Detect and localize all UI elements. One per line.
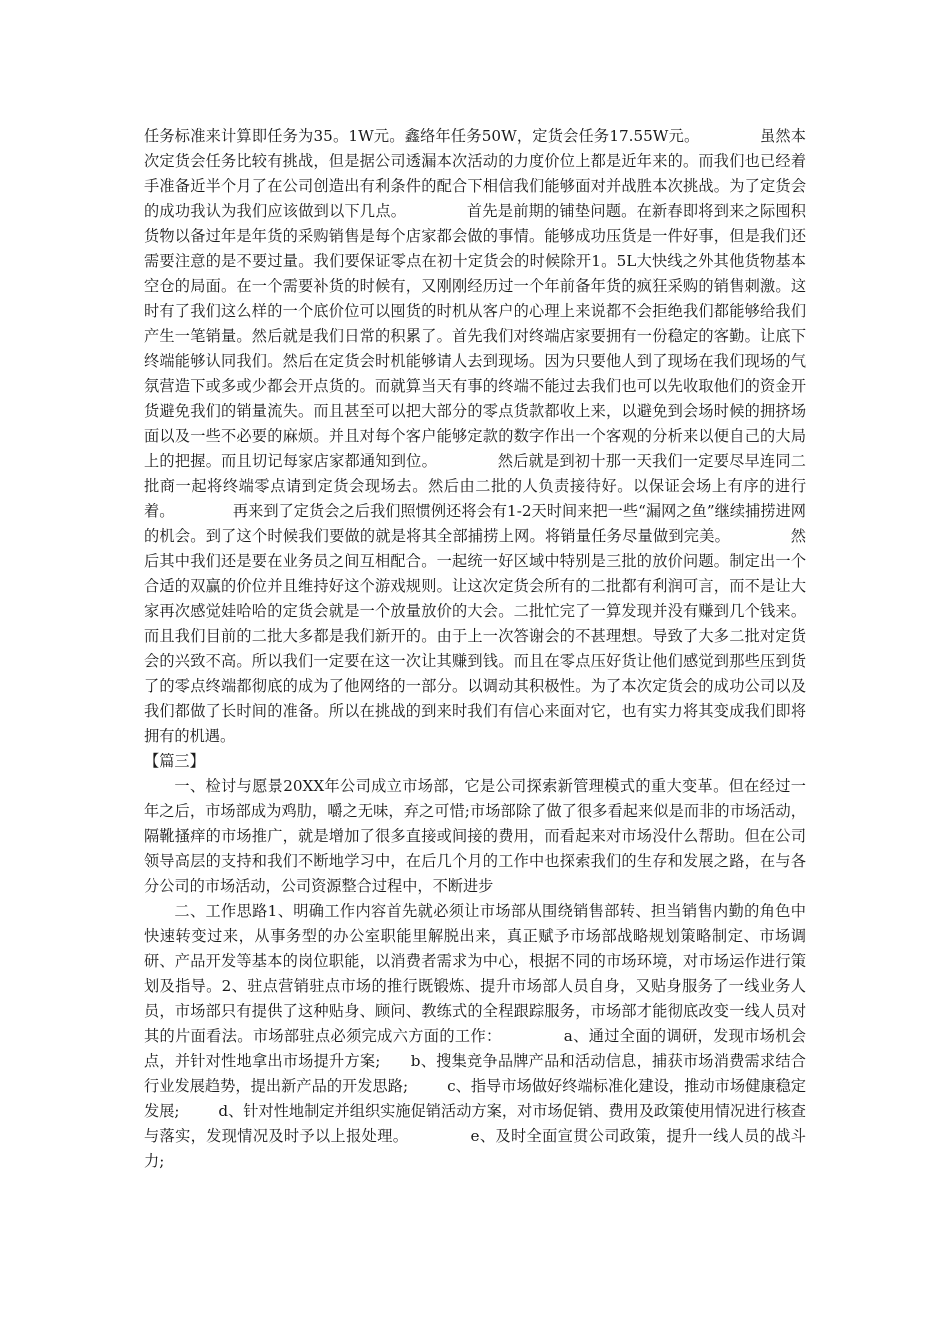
section-paragraph-2: 二、工作思路1、明确工作内容首先就必须让市场部从围绕销售部转、担当销售内勤的角色中快速转变过来，从事务型的办公室职能里解脱出来，真正赋予市场部战略规划策略制定、市场调研、产品开发等基本的岗位职能，以消费者需求为中心，根据不同的市场环境，对市场运作进行策划及指导。2、驻点营销驻点市场的推行既锻炼、提升市场部人员自身，又贴身服务了一线业务人员，市场部只有提供了这种贴身、顾问、教练式的全程跟踪服务，市场部才能彻底改变一线人员对其的片面看法。市场部驻点必须完成六方面的工作： a、通过全面的调研，发现市场机会点，并针对性地拿出市场提升方案; b、搜集竞争品牌产品和活动信息，捕获市场消费需求结合行业发展趋势，提出新产品的开发思路; c、指导市场做好终端标准化建设，推动市场健康稳定发展; d、针对性地制定并组织实施促销活动方案，对市场促销、费用及政策使用情况进行核查与落实，发现情况及时予以上报处理。 e、及时全面宣贯公司政策，提升一线人员的战斗力; [144,902,806,1170]
body-paragraph-1: 任务标准来计算即任务为35。1W元。鑫络年任务50W，定货会任务17.55W元。 虽然本次定货会任务比较有挑战，但是据公司透漏本次活动的力度价位上都是近年来的。而我们也已经着手准备近半个月了在公司创造出有利条件的配合下相信我们能够面对并战胜本次挑战。为了定货会的成功我认为我们应该做到以下几点。 首先是前期的铺垫问题。在新春即将到来之际囤积货物以备过年是年货的采购销售是每个店家都会做的事情。能够成功压货是一件好事，但是我们还需要注意的是不要过量。我们要保证零点在初十定货会的时候除开1。5L大快线之外其他货物基本空仓的局面。在一个需要补货的时候有，又刚刚经历过一个年前备年货的疯狂采购的销售刺激。这时有了我们这么样的一个底价位可以囤货的时机从客户的心理上来说都不会拒绝我们都能够给我们产生一笔销量。然后就是我们日常的积累了。首先我们对终端店家要拥有一份稳定的客勤。让底下终端能够认同我们。然后在定货会时机能够请人去到现场。因为只要他人到了现场在我们现场的气氛营造下或多或少都会开点货的。而就算当天有事的终端不能过去我们也可以先收取他们的资金开货避免我们的销量流失。而且甚至可以把大部分的零点货款都收上来，以避免到会场时候的拥挤场面以及一些不必要的麻烦。并且对每个客户能够定款的数字作出一个客观的分析来以便自己的大局上的把握。而且切记每家店家都通知到位。 然后就是到初十那一天我们一定要尽早连同二批商一起将终端零点请到定货会现场去。然后由二批的人负责接待好。以保证会场上有序的进行着。 再来到了定货会之后我们照惯例还将会有1-2天时间来把一些“漏网之鱼”继续捕捞进网的机会。到了这个时候我们要做的就是将其全部捕捞上网。将销量任务尽量做到完美。 然后其中我们还是要在业务员之间互相配合。一起统一好区域中特别是三批的放价问题。制定出一个合适的双赢的价位并且维持好这个游戏规则。让这次定货会所有的二批都有利润可言，而不是让大家再次感觉娃哈哈的定货会就是一个放量放价的大会。二批忙完了一算发现并没有赚到几个钱来。而且我们目前的二批大多都是我们新开的。由于上一次答谢会的不甚理想。导致了大多二批对定货会的兴致不高。所以我们一定要在这一次让其赚到钱。而且在零点压好货让他们感觉到那些压到货了的零点终端都彻底的成为了他网络的一部分。以调动其积极性。为了本次定货会的成功公司以及我们都做了长时间的准备。所以在挑战的到来时我们有信心来面对它，也有实力将其变成我们即将拥有的机遇。 [144,127,806,745]
section-paragraph-1: 一、检讨与愿景20XX年公司成立市场部，它是公司探索新管理模式的重大变革。但在经过一年之后，市场部成为鸡肋，嚼之无味，弃之可惜;市场部除了做了很多看起来似是而非的市场活动，隔靴搔痒的市场推广，就是增加了很多直接或间接的费用，而看起来对市场没什么帮助。但在公司领导高层的支持和我们不断地学习中，在后几个月的工作中也探索我们的生存和发展之路，在与各分公司的市场活动，公司资源整合过程中，不断进步 [144,777,806,895]
document-page [144,124,806,1174]
section-heading: 【篇三】 [144,752,205,770]
